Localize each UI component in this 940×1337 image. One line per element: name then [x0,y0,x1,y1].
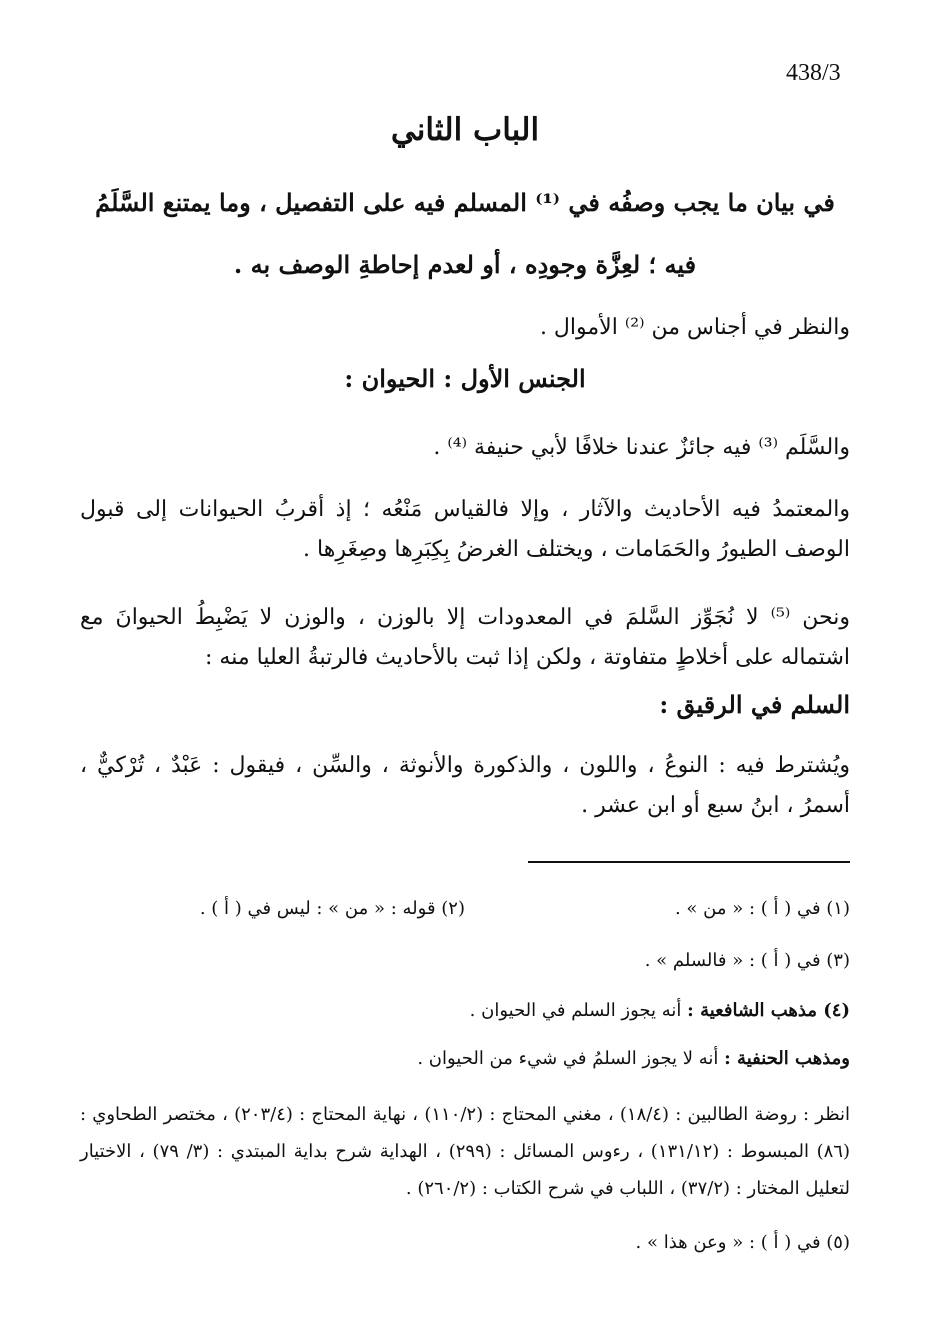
page-number: 438/3 [786,60,841,86]
footnote-4 [470,996,850,1026]
chapter-title: الباب الثاني [390,112,540,148]
paragraph-nahnu: ونحن ⁽⁵⁾ لا نُجَوِّز السَّلمَ في المعدودات إلا بالوزن ، والوزن لا يَضْبِطُ الحيوانَ مع اشتماله على أخلاطٍ متفاوتة ، ولكن إذا ثبت بالأحاديث فالرتبةُ العليا منه : [80,605,850,670]
footnote-4-hanafi-label: ومذهب الحنفية : [724,1048,850,1069]
footnote-references: انظر : روضة الطالبين : (١٨/٤) ، مغني المحتاج : (١١٠/٢) ، نهاية المحتاج : (٢٠٣/٤) ، مختصر الطحاوي : (٨٦) المبسوط : (١٣١/١٢) ، رءوس المسائل : (٢٩٩) ، الهداية شرح بداية المبتدي : (٣/ ٧٩) ، الاختيار لتعليل المختار : (٣٧/٢) ، اللباب في شرح الكتاب : (٢٦٠/٢) . [80,1104,851,1199]
footnote-4-text: أنه يجوز السلم في الحيوان . [469,1000,682,1021]
footnote-4-label: (٤) مذهب الشافعية : [687,1000,850,1021]
footnote-5: (٥) في ( أ ) : « وعن هذا » . [635,1232,850,1253]
paragraph-salam: والسَّلَم ⁽³⁾ فيه جائزٌ عندنا خلافًا لأبي حنيفة ⁽⁴⁾ . [433,435,850,460]
section-heading-animal: الجنس الأول : الحيوان : [344,364,586,393]
intro-paragraph: والنظر في أجناس من ⁽²⁾ الأموال . [539,315,850,340]
footnote-separator [528,861,850,863]
footnote-2: (٢) قوله : « من » : ليس في ( أ ) . [199,898,465,919]
footnote-row [80,898,850,919]
paragraph-yushtarat: ويُشترط فيه : النوعُ ، واللون ، والذكورة والأنوثة ، والسِّن ، فيقول : عَبْدٌ ، تُرْكيٌّ ، أسمرُ ، ابنُ سبع أو ابن عشر . [80,753,850,818]
chapter-subtitle: في بيان ما يجب وصفُه في ⁽¹⁾ المسلم فيه على التفصيل ، وما يمتنع السَّلَمُ فيه ؛ لعِزَّة وجودِه ، أو لعدم إحاطةِ الوصف به . [95,188,835,279]
footnote-1: (١) في ( أ ) : « من » . [674,898,850,919]
footnote-4-hanafi-text: أنه لا يجوز السلمُ في شيء من الحيوان . [417,1048,719,1069]
footnote-4-hanafi [417,1044,850,1074]
footnote-3: (٣) في ( أ ) : « فالسلم » . [644,950,850,971]
paragraph-mutamad: والمعتمدُ فيه الأحاديث والآثار ، وإلا فالقياس مَنْعُه ؛ إذ أقربُ الحيوانات إلى قبول الوصف الطيورُ والحَمَامات ، ويختلف الغرضُ بِكِبَرِها وصِغَرِها . [80,497,850,562]
section-heading-raqiq: السلم في الرقيق : [659,690,850,719]
